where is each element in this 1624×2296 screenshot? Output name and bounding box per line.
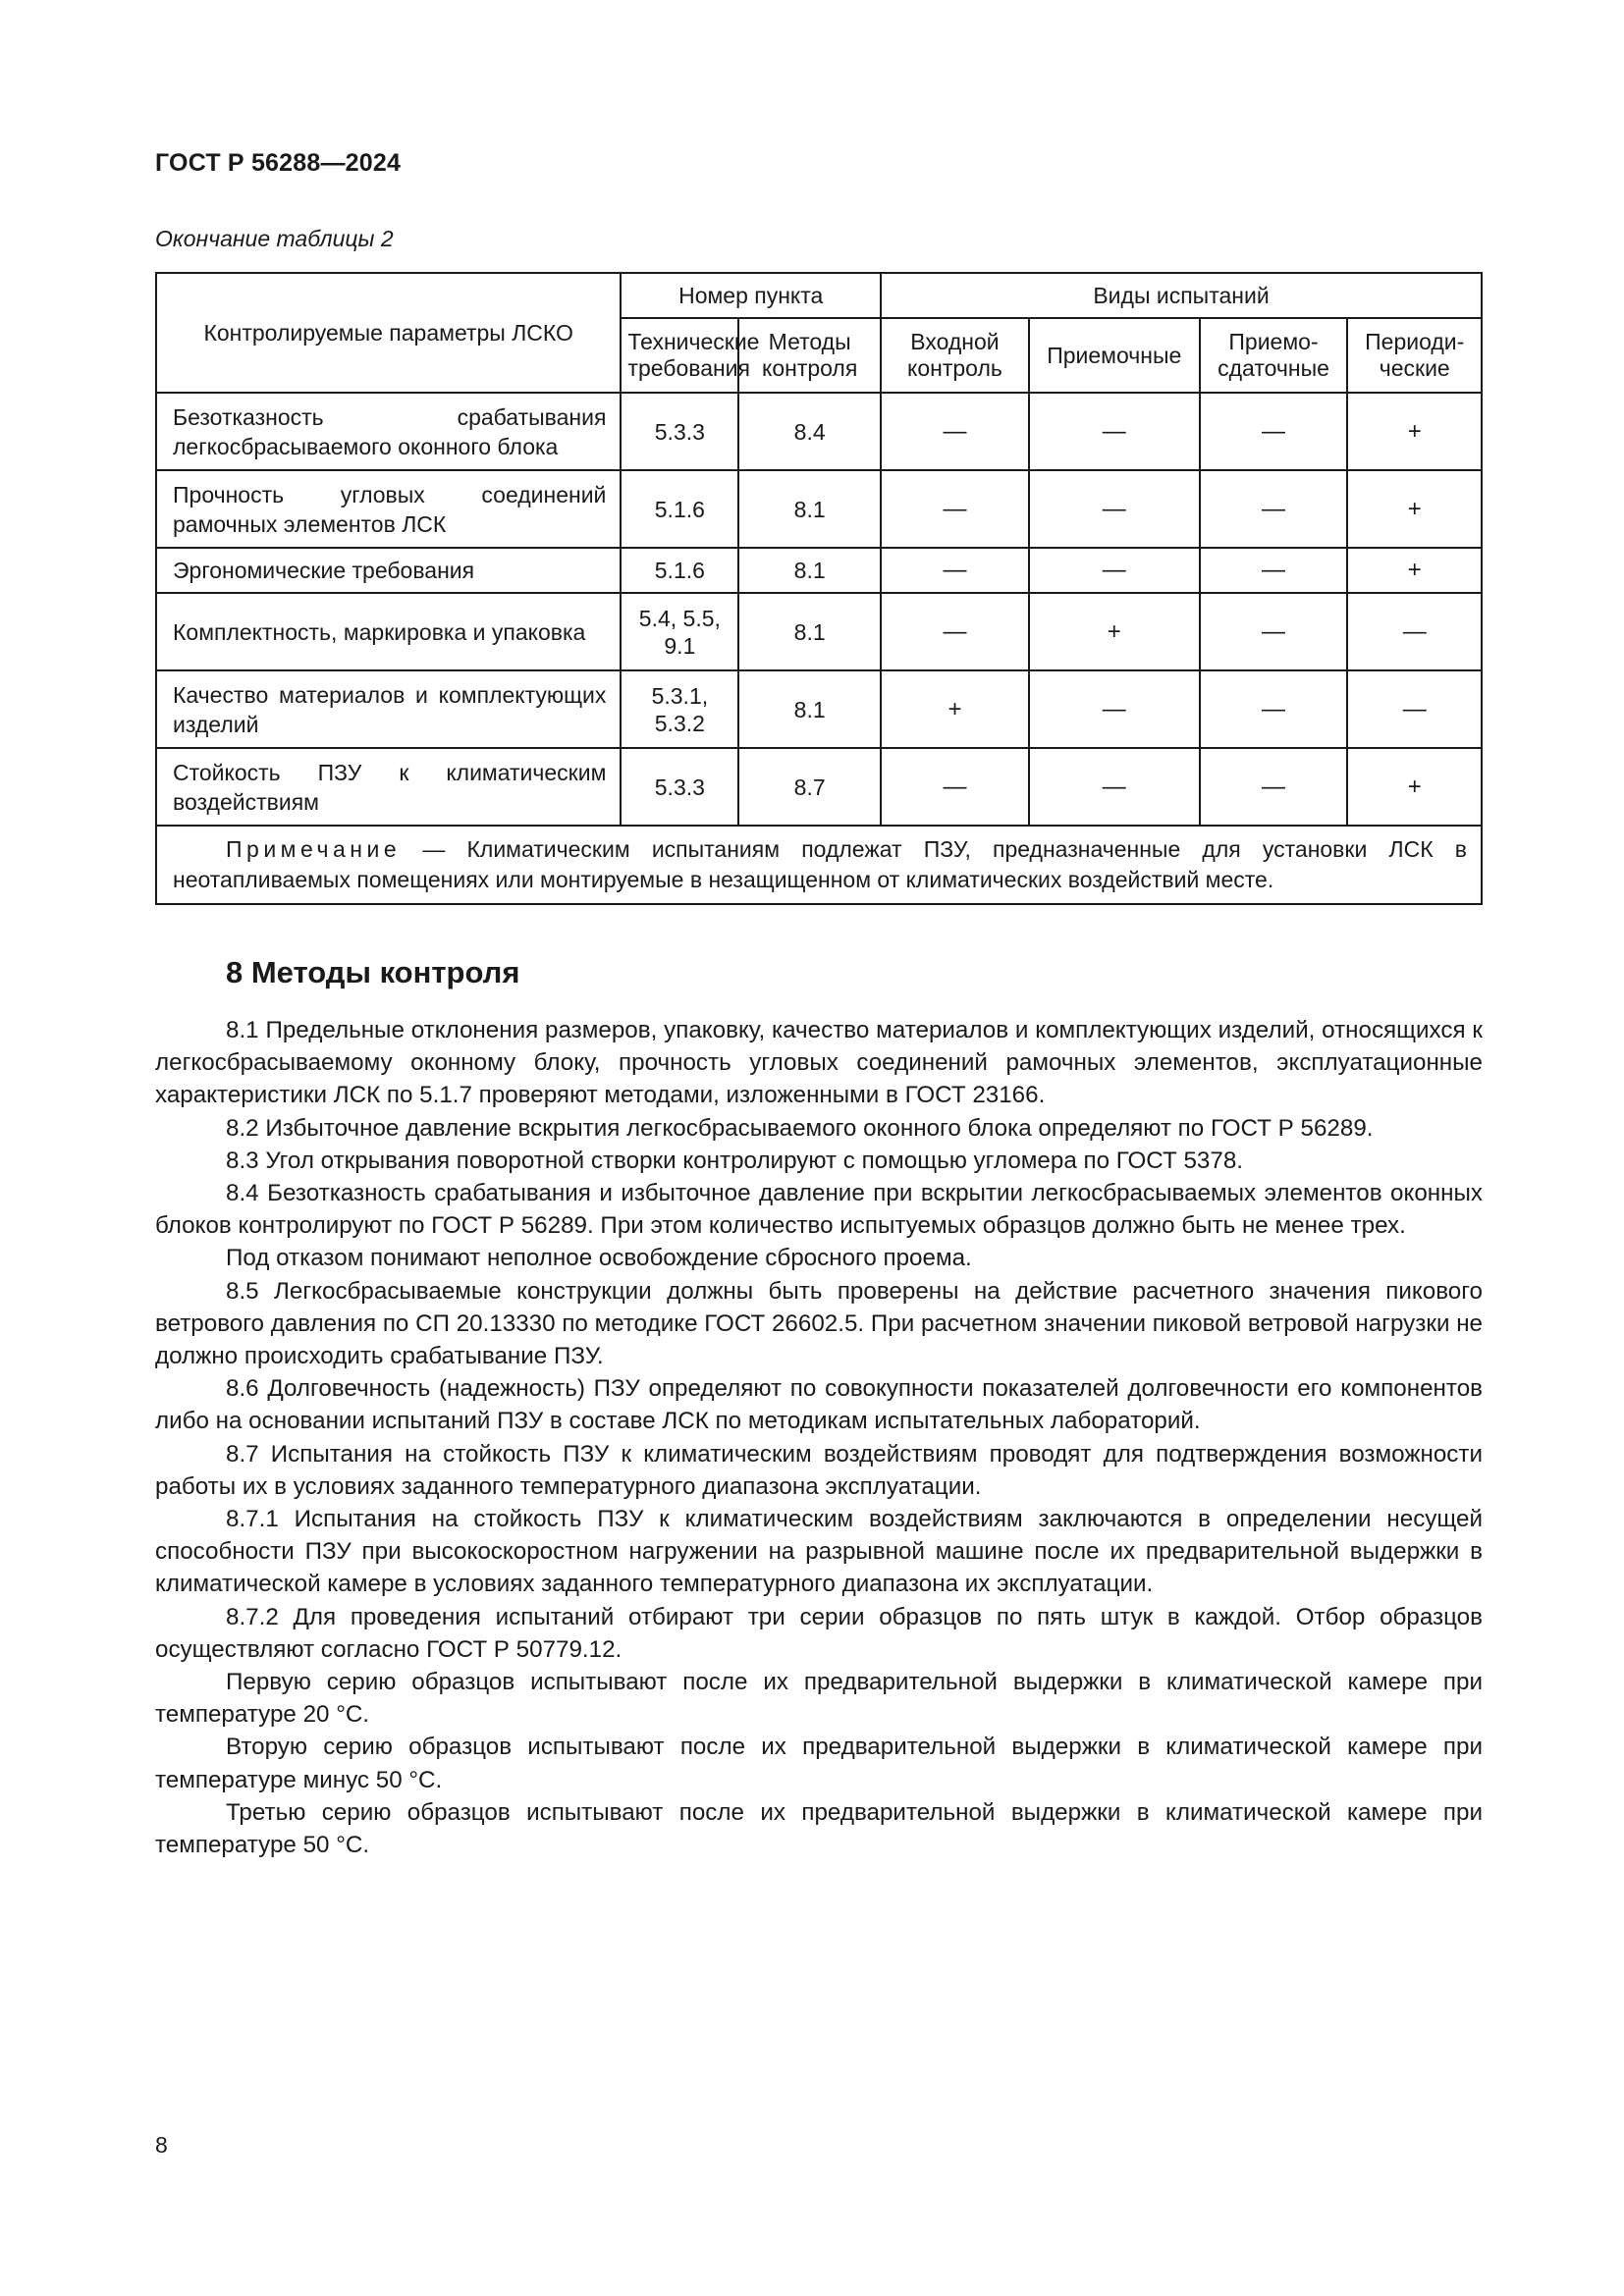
- incoming-cell: +: [881, 670, 1029, 748]
- incoming-cell: —: [881, 593, 1029, 670]
- param-cell: Стойкость ПЗУ к климатическим воздействиям: [156, 748, 621, 826]
- method-cell: 8.1: [738, 593, 881, 670]
- table-row: [156, 593, 1482, 670]
- periodic-cell: —: [1347, 670, 1482, 748]
- delivery-cell: —: [1200, 593, 1348, 670]
- paragraph: Под отказом понимают неполное освобождение сбросного проема.: [226, 1245, 972, 1272]
- acceptance-cell: —: [1029, 470, 1200, 548]
- paragraph: 8.3 Угол открывания поворотной створки контролируют с помощью угломера по ГОСТ 5378.: [226, 1147, 1243, 1174]
- header-acceptance: Приемочные: [1029, 318, 1200, 393]
- table-note: [156, 826, 1482, 904]
- acceptance-cell: —: [1029, 548, 1200, 593]
- periodic-cell: —: [1347, 593, 1482, 670]
- table-header-row-1: [156, 273, 1482, 318]
- periodic-cell: +: [1347, 748, 1482, 826]
- header-delivery: Приемо-сдаточные: [1200, 318, 1348, 393]
- method-cell: 8.4: [738, 393, 881, 470]
- paragraph: 8.6 Долговечность (надежность) ПЗУ определяют по совокупности показателей долговечности его компонентов либо на основании испытаний ПЗУ в составе ЛСК по методикам испытательных лабораторий.: [155, 1375, 1483, 1435]
- param-cell: Прочность угловых соединений рамочных элементов ЛСК: [156, 470, 621, 548]
- table-row: [156, 470, 1482, 548]
- paragraph: 8.1 Предельные отклонения размеров, упаковку, качество материалов и комплектующих изделий, относящихся к легкосбрасываемому оконному блоку, прочность угловых соединений рамочных элементов, эксплуатационные характеристики ЛСК по 5.1.7 проверяют методами, изложенными в ГОСТ 23166.: [155, 1017, 1483, 1109]
- delivery-cell: —: [1200, 470, 1348, 548]
- tech-cell: 5.3.3: [621, 393, 738, 470]
- param-cell: Безотказность срабатывания легкосбрасываемого оконного блока: [156, 393, 621, 470]
- table-row: [156, 393, 1482, 470]
- periodic-cell: +: [1347, 470, 1482, 548]
- header-incoming: Входной контроль: [881, 318, 1029, 393]
- header-tests-group: Виды испытаний: [881, 273, 1482, 318]
- method-cell: 8.1: [738, 548, 881, 593]
- acceptance-cell: —: [1029, 670, 1200, 748]
- delivery-cell: —: [1200, 748, 1348, 826]
- paragraph: 8.7.2 Для проведения испытаний отбирают три серии образцов по пять штук в каждой. Отбор образцов осуществляют согласно ГОСТ Р 50779.12.: [155, 1603, 1483, 1663]
- delivery-cell: —: [1200, 670, 1348, 748]
- test-parameters-table: [155, 272, 1483, 905]
- header-periodic: Периоди-ческие: [1347, 318, 1482, 393]
- acceptance-cell: —: [1029, 393, 1200, 470]
- table-row: [156, 548, 1482, 593]
- incoming-cell: —: [881, 393, 1029, 470]
- paragraph: Первую серию образцов испытывают после их предварительной выдержки в климатической камере при температуре 20 °С.: [155, 1669, 1483, 1729]
- header-methods: Методы контроля: [738, 318, 881, 393]
- periodic-cell: +: [1347, 548, 1482, 593]
- table-caption: Окончание таблицы 2: [155, 226, 394, 251]
- paragraph: Третью серию образцов испытывают после их предварительной выдержки в климатической камере при температуре 50 °С.: [155, 1798, 1483, 1859]
- paragraph: 8.7.1 Испытания на стойкость ПЗУ к климатическим воздействиям заключаются в определении несущей способности ПЗУ при высокоскоростном нагружении на разрывной машине после их предварительной выдержки в климатической камере в условиях заданного температурного диапазона их эксплуатации.: [155, 1506, 1483, 1598]
- section-body: [155, 1014, 1483, 1861]
- section-title: 8 Методы контроля: [226, 955, 520, 989]
- paragraph: 8.2 Избыточное давление вскрытия легкосбрасываемого оконного блока определяют по ГОСТ Р 56289.: [226, 1114, 1374, 1142]
- param-cell: Комплектность, маркировка и упаковка: [156, 593, 621, 670]
- param-cell: Качество материалов и комплектующих изделий: [156, 670, 621, 748]
- periodic-cell: +: [1347, 393, 1482, 470]
- paragraph: 8.4 Безотказность срабатывания и избыточное давление при вскрытии легкосбрасываемых элементов оконных блоков контролируют по ГОСТ Р 56289. При этом количество испытуемых образцов должно быть не менее трех.: [155, 1180, 1483, 1240]
- tech-cell: 5.1.6: [621, 470, 738, 548]
- acceptance-cell: —: [1029, 748, 1200, 826]
- table-row: [156, 670, 1482, 748]
- incoming-cell: —: [881, 470, 1029, 548]
- method-cell: 8.1: [738, 670, 881, 748]
- tech-cell: 5.4, 5.5, 9.1: [621, 593, 738, 670]
- paragraph: 8.5 Легкосбрасываемые конструкции должны быть проверены на действие расчетного значения пикового ветрового давления по СП 20.13330 по методике ГОСТ 26602.5. При расчетном значении пиковой ветровой нагрузки не должно происходить срабатывание ПЗУ.: [155, 1277, 1483, 1370]
- param-cell: Эргономические требования: [156, 548, 621, 593]
- tech-cell: 5.1.6: [621, 548, 738, 593]
- acceptance-cell: +: [1029, 593, 1200, 670]
- incoming-cell: —: [881, 748, 1029, 826]
- tech-cell: 5.3.3: [621, 748, 738, 826]
- header-tech-req: Технические требования: [621, 318, 738, 393]
- method-cell: 8.7: [738, 748, 881, 826]
- delivery-cell: —: [1200, 548, 1348, 593]
- table-row: [156, 748, 1482, 826]
- note-text: — Климатическим испытаниям подлежат ПЗУ, предназначенные для установки ЛСК в неотапливаемых помещениях или монтируемые в незащищенном от климатических воздействий месте.: [173, 836, 1467, 892]
- page-number: 8: [155, 2132, 168, 2158]
- delivery-cell: —: [1200, 393, 1348, 470]
- paragraph: Вторую серию образцов испытывают после их предварительной выдержки в климатической камере при температуре минус 50 °С.: [155, 1734, 1483, 1793]
- incoming-cell: —: [881, 548, 1029, 593]
- tech-cell: 5.3.1, 5.3.2: [621, 670, 738, 748]
- table-note-row: [156, 826, 1482, 904]
- header-clause-group: Номер пункта: [621, 273, 881, 318]
- method-cell: 8.1: [738, 470, 881, 548]
- header-param: Контролируемые параметры ЛСКО: [156, 273, 621, 393]
- document-code: ГОСТ Р 56288—2024: [155, 149, 402, 177]
- note-label: Примечание: [226, 836, 402, 862]
- paragraph: 8.7 Испытания на стойкость ПЗУ к климатическим воздействиям проводят для подтверждения возможности работы их в условиях заданного температурного диапазона эксплуатации.: [155, 1440, 1483, 1500]
